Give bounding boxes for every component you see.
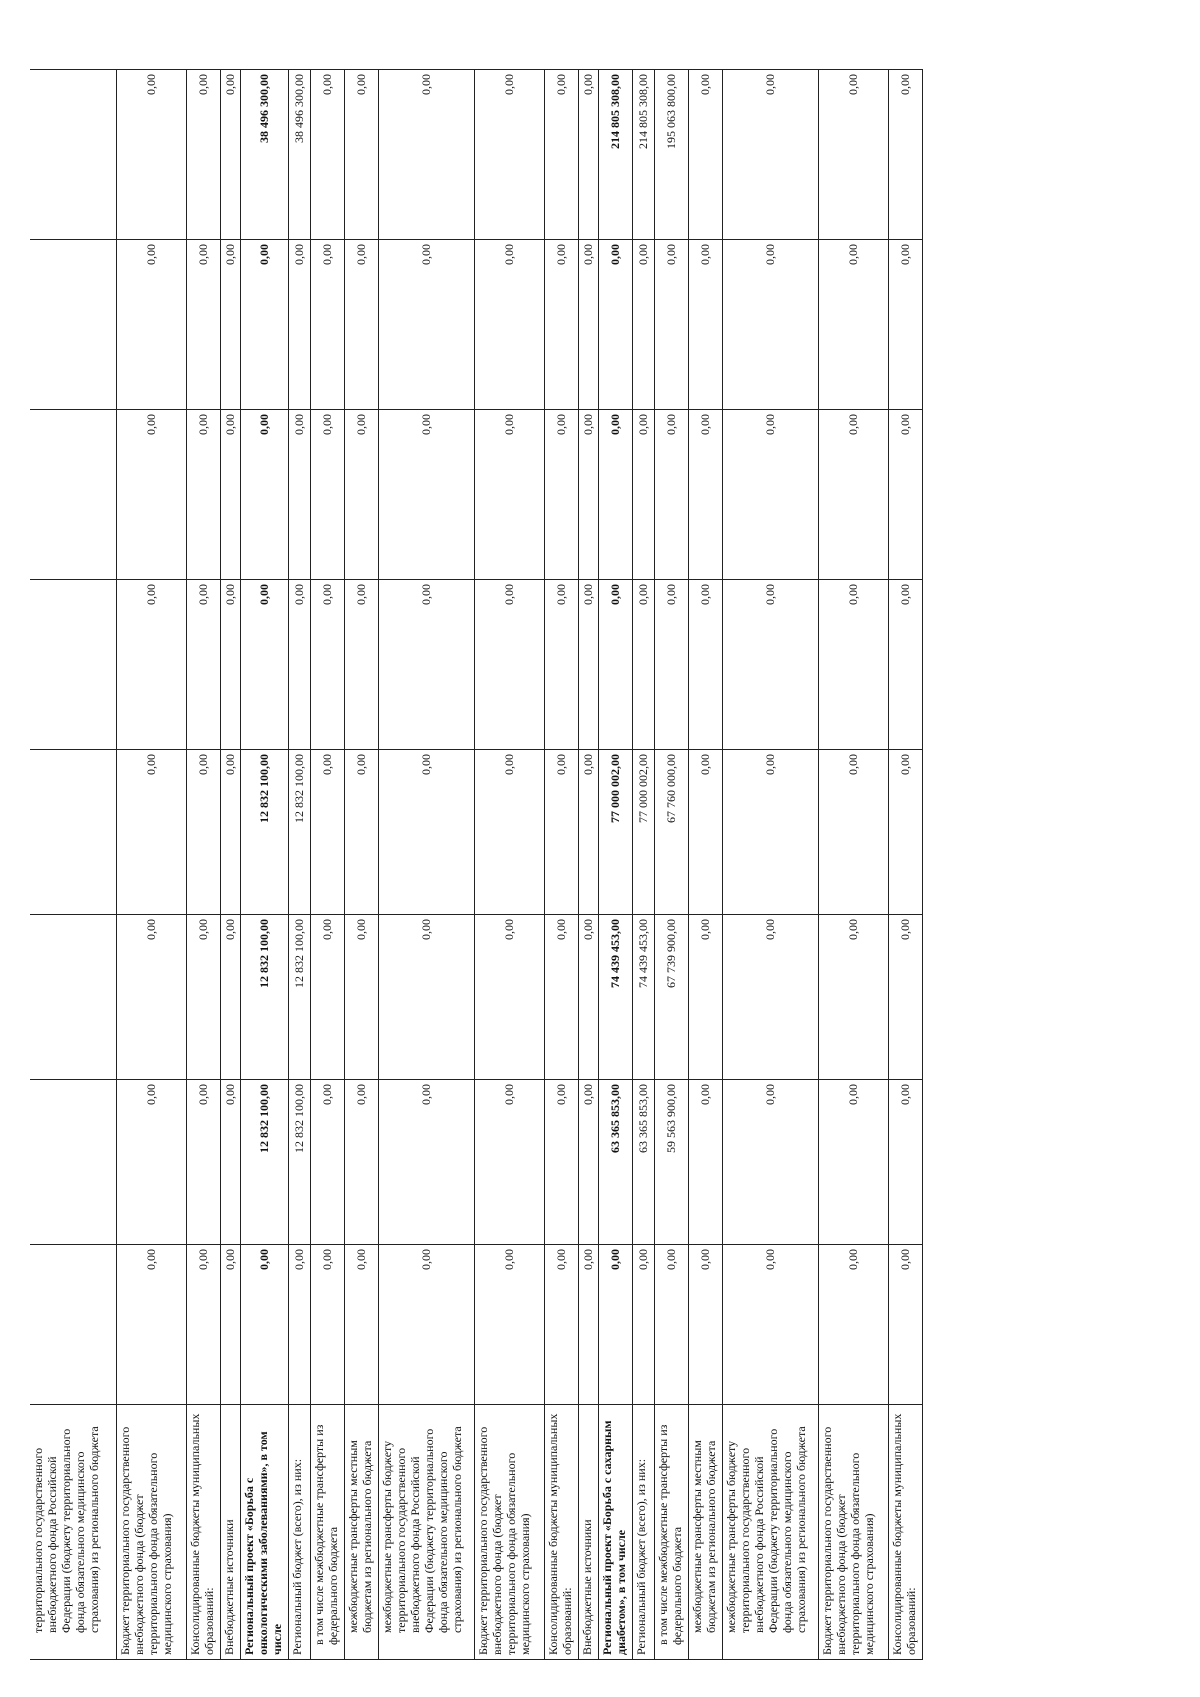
- table-row: [544, 70, 578, 1660]
- value-cell: 0,00: [116, 1245, 186, 1405]
- table-row: [116, 70, 186, 1660]
- table-row: [654, 70, 688, 1660]
- row-label: Региональный проект «Борьба с сахарным диабетом», в том числе: [598, 1405, 632, 1660]
- value-cell: 0,00: [888, 750, 922, 915]
- value-cell: 0,00: [578, 1245, 598, 1405]
- value-cell: 0,00: [240, 1245, 288, 1405]
- value-cell: 12 832 100,00: [288, 915, 310, 1080]
- value-cell: 0,00: [220, 70, 240, 240]
- row-label: Региональный проект «Борьба с онкологическими заболеваниями», в том числе: [240, 1405, 288, 1660]
- value-cell: 0,00: [888, 240, 922, 410]
- value-cell: 0,00: [474, 410, 544, 580]
- row-label: Региональный бюджет (всего), из них:: [288, 1405, 310, 1660]
- value-cell: 0,00: [186, 750, 220, 915]
- value-cell: 0,00: [544, 240, 578, 410]
- value-cell: 12 832 100,00: [288, 750, 310, 915]
- value-cell: 0,00: [818, 70, 888, 240]
- value-cell: 0,00: [344, 1080, 378, 1245]
- row-label: Бюджет территориального государственного внебюджетного фонда (бюджет территориального фонда обязательного медицинского страхования): [116, 1405, 186, 1660]
- value-cell: 0,00: [186, 1245, 220, 1405]
- value-cell: 0,00: [722, 915, 818, 1080]
- value-cell: 0,00: [186, 1080, 220, 1245]
- value-cell: 0,00: [288, 240, 310, 410]
- value-cell: 0,00: [240, 410, 288, 580]
- value-cell: 0,00: [818, 410, 888, 580]
- value-cell: 0,00: [818, 1080, 888, 1245]
- value-cell: 0,00: [474, 1080, 544, 1245]
- value-cell: 59 563 900,00: [654, 1080, 688, 1245]
- table-row: [598, 70, 632, 1660]
- value-cell: 12 832 100,00: [240, 915, 288, 1080]
- row-label: межбюджетные трансферты бюджету территориального государственного внебюджетного фонда Российской Федерации (бюджету территориального фонда обязательного медицинского страхования) из регионального бюджета: [722, 1405, 818, 1660]
- value-cell: 12 832 100,00: [240, 1080, 288, 1245]
- value-cell: 0,00: [474, 580, 544, 750]
- value-cell: 12 832 100,00: [240, 750, 288, 915]
- value-cell: 0,00: [654, 240, 688, 410]
- value-cell: 0,00: [818, 240, 888, 410]
- value-cell: 0,00: [220, 915, 240, 1080]
- value-cell: 0,00: [888, 580, 922, 750]
- table-row: [30, 70, 116, 1660]
- value-cell: 0,00: [722, 580, 818, 750]
- value-cell: 0,00: [378, 410, 474, 580]
- value-cell: 0,00: [544, 1080, 578, 1245]
- value-cell: 0,00: [474, 70, 544, 240]
- row-label: межбюджетные трансферты бюджету территориального государственного внебюджетного фонда Российской Федерации (бюджету территориального фонда обязательного медицинского страхования) из регионального бюджета: [378, 1405, 474, 1660]
- value-cell: 0,00: [474, 1245, 544, 1405]
- value-cell: 38 496 300,00: [240, 70, 288, 240]
- value-cell: 0,00: [344, 410, 378, 580]
- value-cell: 0,00: [722, 1245, 818, 1405]
- value-cell: 0,00: [378, 915, 474, 1080]
- budget-table: [30, 69, 923, 1660]
- value-cell: 0,00: [598, 580, 632, 750]
- value-cell: 0,00: [474, 915, 544, 1080]
- value-cell: 0,00: [186, 240, 220, 410]
- value-cell: [30, 580, 116, 750]
- value-cell: 0,00: [220, 410, 240, 580]
- value-cell: 0,00: [116, 580, 186, 750]
- row-label: в том числе межбюджетные трансферты из федерального бюджета: [654, 1405, 688, 1660]
- value-cell: 0,00: [688, 70, 722, 240]
- table-row: [578, 70, 598, 1660]
- value-cell: 0,00: [818, 750, 888, 915]
- value-cell: 0,00: [378, 70, 474, 240]
- value-cell: 0,00: [632, 1245, 654, 1405]
- table-row: [186, 70, 220, 1660]
- value-cell: 0,00: [116, 70, 186, 240]
- value-cell: 0,00: [116, 240, 186, 410]
- row-label: Бюджет территориального государственного внебюджетного фонда (бюджет территориального фонда обязательного медицинского страхования): [474, 1405, 544, 1660]
- value-cell: 0,00: [888, 1245, 922, 1405]
- value-cell: [30, 410, 116, 580]
- value-cell: [30, 1080, 116, 1245]
- table-row: [310, 70, 344, 1660]
- row-label: межбюджетные трансферты местным бюджетам из регионального бюджета: [344, 1405, 378, 1660]
- value-cell: 0,00: [598, 240, 632, 410]
- value-cell: 0,00: [288, 580, 310, 750]
- value-cell: 0,00: [344, 580, 378, 750]
- value-cell: 0,00: [888, 70, 922, 240]
- value-cell: 0,00: [578, 240, 598, 410]
- row-label: территориального государственного внебюджетного фонда Российской Федерации (бюджету территориального фонда обязательного медицинского страхования) из регионального бюджета: [30, 1405, 116, 1660]
- value-cell: 74 439 453,00: [598, 915, 632, 1080]
- value-cell: 0,00: [310, 240, 344, 410]
- value-cell: 0,00: [310, 410, 344, 580]
- value-cell: 0,00: [722, 410, 818, 580]
- value-cell: 0,00: [240, 580, 288, 750]
- value-cell: 0,00: [288, 1245, 310, 1405]
- table-row: [688, 70, 722, 1660]
- value-cell: 0,00: [688, 240, 722, 410]
- value-cell: 67 760 000,00: [654, 750, 688, 915]
- value-cell: 214 805 308,00: [632, 70, 654, 240]
- table-row: [344, 70, 378, 1660]
- value-cell: 0,00: [544, 580, 578, 750]
- table-row: [288, 70, 310, 1660]
- value-cell: 0,00: [688, 750, 722, 915]
- value-cell: 0,00: [474, 750, 544, 915]
- value-cell: 0,00: [818, 915, 888, 1080]
- value-cell: 0,00: [220, 1080, 240, 1245]
- value-cell: 0,00: [186, 580, 220, 750]
- value-cell: 0,00: [378, 240, 474, 410]
- value-cell: 0,00: [310, 70, 344, 240]
- value-cell: 0,00: [240, 240, 288, 410]
- value-cell: 0,00: [310, 750, 344, 915]
- value-cell: 74 439 453,00: [632, 915, 654, 1080]
- value-cell: [30, 750, 116, 915]
- value-cell: 0,00: [220, 580, 240, 750]
- value-cell: 0,00: [344, 70, 378, 240]
- value-cell: 0,00: [688, 410, 722, 580]
- value-cell: 0,00: [578, 70, 598, 240]
- value-cell: 0,00: [310, 1245, 344, 1405]
- value-cell: 0,00: [220, 1245, 240, 1405]
- table-row: [220, 70, 240, 1660]
- value-cell: 0,00: [220, 240, 240, 410]
- table-row: [818, 70, 888, 1660]
- value-cell: 0,00: [688, 1080, 722, 1245]
- value-cell: 12 832 100,00: [288, 1080, 310, 1245]
- value-cell: 0,00: [310, 580, 344, 750]
- value-cell: 214 805 308,00: [598, 70, 632, 240]
- value-cell: 0,00: [310, 1080, 344, 1245]
- row-label: Внебюджетные источники: [220, 1405, 240, 1660]
- value-cell: 0,00: [116, 915, 186, 1080]
- value-cell: 0,00: [632, 580, 654, 750]
- value-cell: 0,00: [888, 915, 922, 1080]
- row-label: в том числе межбюджетные трансферты из федерального бюджета: [310, 1405, 344, 1660]
- value-cell: 38 496 300,00: [288, 70, 310, 240]
- value-cell: [30, 240, 116, 410]
- value-cell: 0,00: [722, 750, 818, 915]
- value-cell: 0,00: [544, 1245, 578, 1405]
- value-cell: 77 000 002,00: [598, 750, 632, 915]
- value-cell: 0,00: [688, 1245, 722, 1405]
- value-cell: [30, 915, 116, 1080]
- table-row: [474, 70, 544, 1660]
- value-cell: 77 000 002,00: [632, 750, 654, 915]
- value-cell: 0,00: [688, 580, 722, 750]
- value-cell: 0,00: [578, 410, 598, 580]
- row-label: Консолидированные бюджеты муниципальных образований:: [544, 1405, 578, 1660]
- value-cell: 0,00: [310, 915, 344, 1080]
- value-cell: 0,00: [186, 70, 220, 240]
- row-label: Внебюджетные источники: [578, 1405, 598, 1660]
- value-cell: 0,00: [378, 750, 474, 915]
- value-cell: 0,00: [722, 70, 818, 240]
- row-label: Бюджет территориального государственного внебюджетного фонда (бюджет территориального фонда обязательного медицинского страхования): [818, 1405, 888, 1660]
- table-row: [378, 70, 474, 1660]
- value-cell: 0,00: [544, 750, 578, 915]
- value-cell: 0,00: [378, 1245, 474, 1405]
- value-cell: 0,00: [654, 410, 688, 580]
- value-cell: 0,00: [288, 410, 310, 580]
- value-cell: 0,00: [544, 70, 578, 240]
- value-cell: 0,00: [378, 1080, 474, 1245]
- value-cell: 0,00: [688, 915, 722, 1080]
- value-cell: [30, 70, 116, 240]
- value-cell: 0,00: [344, 750, 378, 915]
- value-cell: 0,00: [186, 410, 220, 580]
- value-cell: 0,00: [654, 1245, 688, 1405]
- row-label: межбюджетные трансферты местным бюджетам из регионального бюджета: [688, 1405, 722, 1660]
- value-cell: [30, 1245, 116, 1405]
- value-cell: 0,00: [116, 750, 186, 915]
- value-cell: 67 739 900,00: [654, 915, 688, 1080]
- value-cell: 0,00: [544, 915, 578, 1080]
- value-cell: 0,00: [578, 580, 598, 750]
- value-cell: 0,00: [888, 410, 922, 580]
- value-cell: 0,00: [186, 915, 220, 1080]
- value-cell: 0,00: [378, 580, 474, 750]
- table-row: [722, 70, 818, 1660]
- value-cell: 63 365 853,00: [598, 1080, 632, 1245]
- value-cell: 0,00: [116, 1080, 186, 1245]
- value-cell: 0,00: [598, 1245, 632, 1405]
- value-cell: 0,00: [632, 240, 654, 410]
- value-cell: 0,00: [722, 240, 818, 410]
- row-label: Консолидированные бюджеты муниципальных образований:: [186, 1405, 220, 1660]
- value-cell: 0,00: [818, 1245, 888, 1405]
- row-label: Региональный бюджет (всего), из них:: [632, 1405, 654, 1660]
- value-cell: 0,00: [578, 750, 598, 915]
- value-cell: 0,00: [818, 580, 888, 750]
- value-cell: 0,00: [598, 410, 632, 580]
- row-label: Консолидированные бюджеты муниципальных образований:: [888, 1405, 922, 1660]
- value-cell: 0,00: [578, 915, 598, 1080]
- table-row: [632, 70, 654, 1660]
- value-cell: 195 063 800,00: [654, 70, 688, 240]
- value-cell: 0,00: [344, 915, 378, 1080]
- value-cell: 0,00: [654, 580, 688, 750]
- value-cell: 0,00: [632, 410, 654, 580]
- value-cell: 0,00: [344, 1245, 378, 1405]
- value-cell: 0,00: [474, 240, 544, 410]
- value-cell: 0,00: [888, 1080, 922, 1245]
- table-row: [240, 70, 288, 1660]
- value-cell: 0,00: [344, 240, 378, 410]
- value-cell: 0,00: [116, 410, 186, 580]
- value-cell: 0,00: [544, 410, 578, 580]
- rotated-table-container: [30, 70, 1070, 1660]
- value-cell: 63 365 853,00: [632, 1080, 654, 1245]
- value-cell: 0,00: [578, 1080, 598, 1245]
- value-cell: 0,00: [220, 750, 240, 915]
- table-row: [888, 70, 922, 1660]
- value-cell: 0,00: [722, 1080, 818, 1245]
